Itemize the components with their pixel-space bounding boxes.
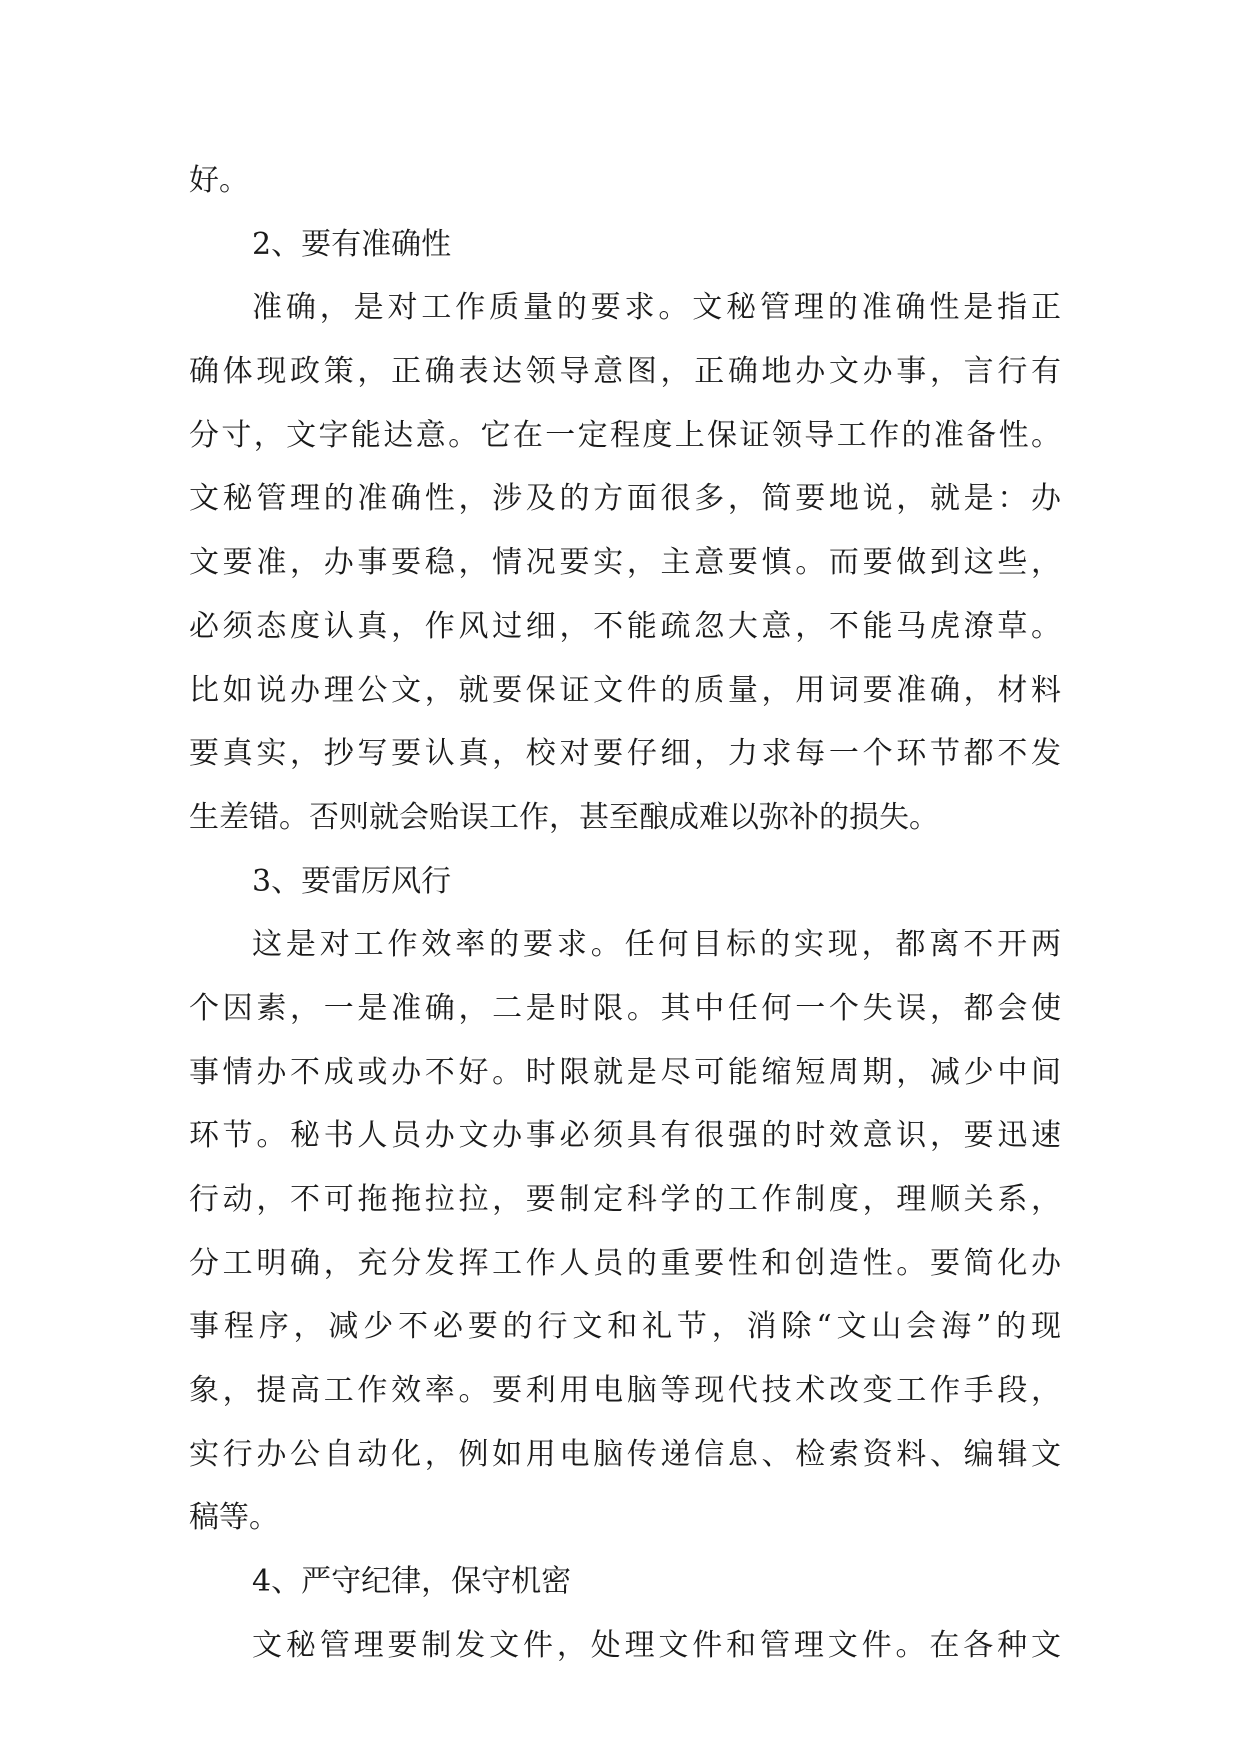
paragraph-end-line: 生差错。否则就会贻误工作，甚至酿成难以弥补的损失。 [189, 799, 939, 835]
paragraph-end-line: 好。 [189, 163, 249, 198]
paragraph-line: 文秘管理的准确性，涉及的方面很多，简要地说，就是：办 [189, 481, 1061, 517]
paragraph-line: 准确，是对工作质量的要求。文秘管理的准确性是指正 [252, 290, 1061, 326]
paragraph-line: 分工明确，充分发挥工作人员的重要性和创造性。要简化办 [189, 1245, 1061, 1281]
paragraph-line: 环节。秘书人员办文办事必须具有很强的时效意识，要迅速 [189, 1118, 1061, 1154]
paragraph-line: 比如说办理公文，就要保证文件的质量，用词要准确，材料 [189, 672, 1061, 708]
paragraph-line: 必须态度认真，作风过细，不能疏忽大意，不能马虎潦草。 [189, 608, 1061, 644]
paragraph-line: 实行办公自动化，例如用电脑传递信息、检索资料、编辑文 [189, 1436, 1061, 1472]
paragraph-line: 分寸，文字能达意。它在一定程度上保证领导工作的准备性。 [189, 417, 1061, 453]
paragraph-line: 象，提高工作效率。要利用电脑等现代技术改变工作手段， [189, 1373, 1061, 1409]
section-heading-3: 3、要雷厉风行 [252, 863, 452, 899]
paragraph-line: 要真实，抄写要认真，校对要仔细，力求每一个环节都不发 [189, 736, 1061, 772]
paragraph-line: 事程序，减少不必要的行文和礼节，消除“文山会海”的现 [189, 1309, 1061, 1345]
paragraph-line: 个因素，一是准确，二是时限。其中任何一个失误，都会使 [189, 990, 1061, 1026]
paragraph-end-line: 稿等。 [189, 1500, 279, 1536]
section-heading-4: 4、严守纪律，保守机密 [252, 1564, 572, 1600]
section-heading-2: 2、要有准确性 [252, 226, 452, 262]
paragraph-line: 这是对工作效率的要求。任何目标的实现，都离不开两 [252, 927, 1061, 963]
document-body [189, 149, 1061, 1678]
paragraph-line: 行动，不可拖拖拉拉，要制定科学的工作制度，理顺关系， [189, 1182, 1061, 1217]
paragraph-line: 文秘管理要制发文件，处理文件和管理文件。在各种文 [252, 1627, 1061, 1663]
paragraph-line: 事情办不成或办不好。时限就是尽可能缩短周期，减少中间 [189, 1054, 1061, 1090]
paragraph-line: 文要准，办事要稳，情况要实，主意要慎。而要做到这些， [189, 545, 1061, 581]
paragraph-line: 确体现政策，正确表达领导意图，正确地办文办事，言行有 [189, 354, 1061, 390]
